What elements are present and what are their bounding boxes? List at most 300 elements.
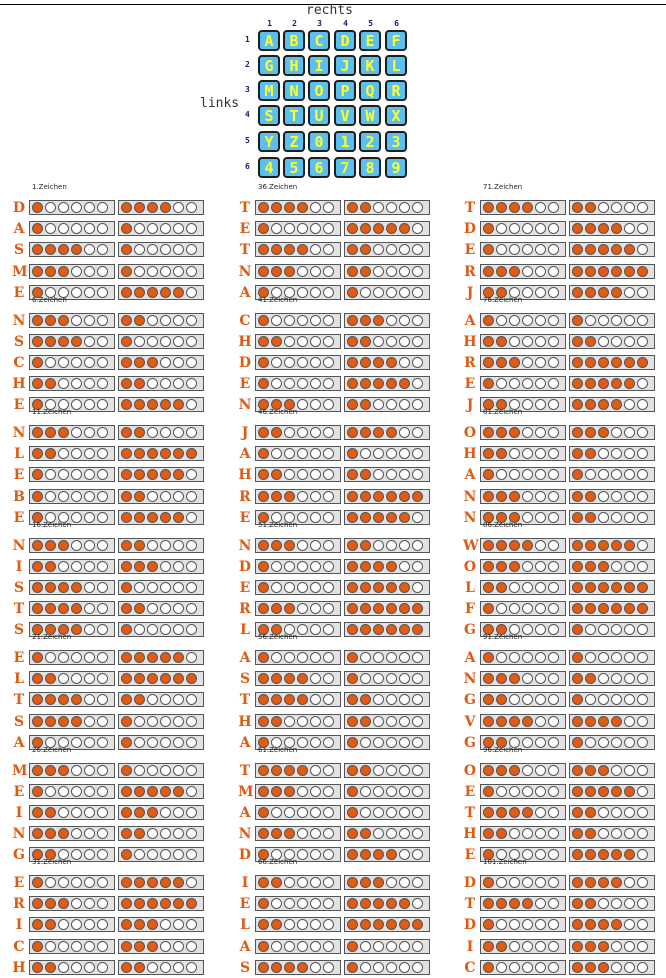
empty-dot: [386, 266, 397, 277]
empty-dot: [598, 898, 609, 909]
col-count-box: [344, 784, 430, 799]
filled-dot: [347, 582, 358, 593]
block-letter: B: [13, 488, 25, 505]
filled-dot: [32, 336, 43, 347]
grid-cell: 2: [359, 131, 381, 152]
empty-dot: [598, 469, 609, 480]
empty-dot: [548, 469, 559, 480]
row-count-box: [29, 264, 115, 279]
empty-dot: [134, 244, 145, 255]
block-letter: T: [239, 200, 251, 216]
col-count-box: [118, 446, 204, 461]
row-count-box: [255, 763, 341, 778]
empty-dot: [585, 737, 596, 748]
filled-dot: [611, 716, 622, 727]
empty-dot: [84, 962, 95, 973]
empty-dot: [186, 962, 197, 973]
empty-dot: [522, 287, 533, 298]
empty-dot: [297, 378, 308, 389]
empty-dot: [386, 694, 397, 705]
filled-dot: [347, 962, 358, 973]
filled-dot: [121, 652, 132, 663]
empty-dot: [535, 491, 546, 502]
empty-dot: [173, 849, 184, 860]
filled-dot: [360, 223, 371, 234]
filled-dot: [624, 540, 635, 551]
empty-dot: [84, 582, 95, 593]
empty-dot: [522, 561, 533, 572]
empty-dot: [186, 603, 197, 614]
filled-dot: [186, 673, 197, 684]
block-letter: N: [238, 397, 252, 414]
block-label: 71.Zeichen: [483, 183, 523, 191]
empty-dot: [509, 603, 520, 614]
grid-cell: 8: [359, 157, 381, 178]
empty-dot: [186, 378, 197, 389]
empty-dot: [624, 716, 635, 727]
empty-dot: [386, 716, 397, 727]
col-count-box: [569, 847, 655, 862]
empty-dot: [97, 603, 108, 614]
row-count-box: [480, 242, 566, 257]
filled-dot: [121, 582, 132, 593]
empty-dot: [360, 786, 371, 797]
empty-dot: [373, 786, 384, 797]
empty-dot: [637, 540, 648, 551]
empty-dot: [624, 512, 635, 523]
empty-dot: [84, 828, 95, 839]
row-count-box: [255, 538, 341, 553]
empty-dot: [535, 469, 546, 480]
empty-dot: [399, 807, 410, 818]
empty-dot: [173, 336, 184, 347]
empty-dot: [84, 427, 95, 438]
filled-dot: [598, 223, 609, 234]
filled-dot: [258, 765, 269, 776]
filled-dot: [572, 512, 583, 523]
empty-dot: [535, 448, 546, 459]
empty-dot: [97, 202, 108, 213]
empty-dot: [147, 244, 158, 255]
filled-dot: [509, 540, 520, 551]
filled-dot: [258, 716, 269, 727]
filled-dot: [147, 399, 158, 410]
filled-dot: [32, 716, 43, 727]
empty-dot: [509, 941, 520, 952]
row-count-box: [480, 826, 566, 841]
empty-dot: [399, 561, 410, 572]
filled-dot: [271, 603, 282, 614]
filled-dot: [496, 336, 507, 347]
col-count-box: [569, 489, 655, 504]
filled-dot: [121, 941, 132, 952]
col-count-box: [118, 313, 204, 328]
filled-dot: [271, 673, 282, 684]
filled-dot: [160, 673, 171, 684]
filled-dot: [121, 448, 132, 459]
empty-dot: [160, 427, 171, 438]
empty-dot: [173, 941, 184, 952]
filled-dot: [258, 427, 269, 438]
row-count-box: [255, 467, 341, 482]
filled-dot: [58, 694, 69, 705]
row-count-box: [480, 896, 566, 911]
row-count-box: [29, 313, 115, 328]
row-count-box: [255, 425, 341, 440]
filled-dot: [598, 919, 609, 930]
filled-dot: [386, 512, 397, 523]
filled-dot: [399, 378, 410, 389]
filled-dot: [58, 336, 69, 347]
grid-cell: A: [258, 30, 280, 51]
filled-dot: [134, 561, 145, 572]
empty-dot: [284, 378, 295, 389]
empty-dot: [496, 223, 507, 234]
empty-dot: [271, 561, 282, 572]
empty-dot: [323, 673, 334, 684]
empty-dot: [373, 962, 384, 973]
empty-dot: [71, 941, 82, 952]
empty-dot: [611, 561, 622, 572]
block-letter: I: [15, 804, 23, 821]
row-count-box: [29, 601, 115, 616]
empty-dot: [585, 469, 596, 480]
row-count-box: [255, 601, 341, 616]
empty-dot: [624, 898, 635, 909]
empty-dot: [323, 786, 334, 797]
empty-dot: [310, 807, 321, 818]
block-letter: N: [12, 425, 26, 441]
empty-dot: [548, 765, 559, 776]
grid-cell: Y: [258, 131, 280, 152]
empty-dot: [548, 716, 559, 727]
empty-dot: [186, 716, 197, 727]
row-count-box: [480, 334, 566, 349]
filled-dot: [386, 624, 397, 635]
filled-dot: [572, 287, 583, 298]
empty-dot: [160, 849, 171, 860]
filled-dot: [572, 582, 583, 593]
empty-dot: [160, 244, 171, 255]
empty-dot: [412, 266, 423, 277]
empty-dot: [71, 378, 82, 389]
empty-dot: [535, 315, 546, 326]
filled-dot: [360, 919, 371, 930]
filled-dot: [572, 828, 583, 839]
filled-dot: [271, 828, 282, 839]
empty-dot: [522, 582, 533, 593]
filled-dot: [585, 919, 596, 930]
block-letter: L: [14, 671, 24, 688]
block-letter: D: [238, 847, 252, 864]
row-count-box: [29, 425, 115, 440]
empty-dot: [412, 540, 423, 551]
row-count-box: [480, 692, 566, 707]
filled-dot: [585, 828, 596, 839]
empty-dot: [173, 716, 184, 727]
filled-dot: [347, 448, 358, 459]
filled-dot: [373, 849, 384, 860]
row-count-box: [255, 376, 341, 391]
filled-dot: [598, 941, 609, 952]
filled-dot: [347, 315, 358, 326]
filled-dot: [572, 716, 583, 727]
empty-dot: [297, 941, 308, 952]
col-count-box: [344, 200, 430, 215]
empty-dot: [412, 716, 423, 727]
empty-dot: [509, 378, 520, 389]
col-count-box: [569, 425, 655, 440]
empty-dot: [71, 540, 82, 551]
filled-dot: [32, 603, 43, 614]
empty-dot: [323, 716, 334, 727]
block-letter: E: [13, 509, 25, 526]
block-letter: J: [466, 397, 474, 414]
empty-dot: [412, 898, 423, 909]
block-letter: S: [13, 713, 25, 730]
filled-dot: [496, 561, 507, 572]
col-count-box: [344, 692, 430, 707]
empty-dot: [360, 448, 371, 459]
filled-dot: [186, 898, 197, 909]
empty-dot: [323, 357, 334, 368]
side-label: links: [200, 96, 240, 111]
empty-dot: [637, 652, 648, 663]
empty-dot: [399, 427, 410, 438]
empty-dot: [611, 962, 622, 973]
empty-dot: [310, 919, 321, 930]
block-letter: A: [464, 312, 476, 329]
row-count-box: [255, 489, 341, 504]
empty-dot: [45, 652, 56, 663]
empty-dot: [97, 469, 108, 480]
empty-dot: [323, 427, 334, 438]
empty-dot: [297, 287, 308, 298]
filled-dot: [121, 849, 132, 860]
filled-dot: [611, 582, 622, 593]
empty-dot: [147, 540, 158, 551]
row-count-box: [480, 264, 566, 279]
empty-dot: [412, 941, 423, 952]
empty-dot: [373, 941, 384, 952]
empty-dot: [97, 652, 108, 663]
filled-dot: [483, 336, 494, 347]
empty-dot: [611, 765, 622, 776]
empty-dot: [624, 491, 635, 502]
empty-dot: [173, 603, 184, 614]
filled-dot: [258, 448, 269, 459]
filled-dot: [483, 919, 494, 930]
empty-dot: [624, 202, 635, 213]
empty-dot: [84, 561, 95, 572]
block-letter: T: [464, 200, 476, 216]
col-count-box: [569, 313, 655, 328]
grid-cell: V: [334, 105, 356, 126]
empty-dot: [84, 469, 95, 480]
empty-dot: [271, 378, 282, 389]
empty-dot: [284, 919, 295, 930]
col-count-box: [344, 939, 430, 954]
filled-dot: [258, 244, 269, 255]
empty-dot: [522, 357, 533, 368]
col-count-box: [344, 896, 430, 911]
filled-dot: [58, 582, 69, 593]
filled-dot: [611, 244, 622, 255]
block-label: 26.Zeichen: [32, 745, 72, 754]
empty-dot: [58, 652, 69, 663]
col-count-box: [118, 601, 204, 616]
block-letter: A: [239, 650, 251, 666]
empty-dot: [386, 399, 397, 410]
col-count-box: [118, 510, 204, 525]
filled-dot: [134, 512, 145, 523]
filled-dot: [258, 202, 269, 213]
block-label: 101.Zeichen: [483, 858, 527, 866]
filled-dot: [572, 357, 583, 368]
filled-dot: [585, 223, 596, 234]
block-letter: E: [239, 896, 251, 913]
empty-dot: [297, 582, 308, 593]
row-count-box: [480, 763, 566, 778]
empty-dot: [522, 941, 533, 952]
empty-dot: [412, 202, 423, 213]
block-letter: N: [238, 263, 252, 280]
grid-col-number: 6: [394, 19, 399, 28]
grid-row-number: 5: [245, 136, 250, 145]
empty-dot: [297, 807, 308, 818]
grid-row-number: 4: [245, 110, 250, 119]
col-count-box: [344, 510, 430, 525]
filled-dot: [637, 603, 648, 614]
row-count-box: [480, 221, 566, 236]
block-letter: E: [464, 783, 476, 800]
empty-dot: [548, 877, 559, 888]
block-letter: O: [463, 425, 477, 441]
empty-dot: [412, 652, 423, 663]
filled-dot: [32, 427, 43, 438]
empty-dot: [535, 786, 546, 797]
empty-dot: [399, 287, 410, 298]
filled-dot: [297, 765, 308, 776]
grid-cell: C: [308, 30, 330, 51]
filled-dot: [347, 652, 358, 663]
empty-dot: [386, 786, 397, 797]
empty-dot: [58, 786, 69, 797]
filled-dot: [258, 828, 269, 839]
empty-dot: [522, 603, 533, 614]
block-label: 51.Zeichen: [258, 520, 298, 529]
empty-dot: [147, 378, 158, 389]
empty-dot: [297, 737, 308, 748]
grid-cell: 0: [308, 131, 330, 152]
row-count-box: [255, 221, 341, 236]
filled-dot: [271, 202, 282, 213]
empty-dot: [373, 652, 384, 663]
row-count-box: [480, 376, 566, 391]
col-count-box: [118, 221, 204, 236]
block-label: 66.Zeichen: [258, 858, 298, 866]
empty-dot: [522, 652, 533, 663]
block-letter: H: [238, 333, 252, 350]
empty-dot: [284, 469, 295, 480]
empty-dot: [412, 287, 423, 298]
filled-dot: [347, 828, 358, 839]
empty-dot: [399, 202, 410, 213]
filled-dot: [134, 540, 145, 551]
filled-dot: [585, 448, 596, 459]
filled-dot: [347, 561, 358, 572]
empty-dot: [611, 898, 622, 909]
empty-dot: [71, 877, 82, 888]
empty-dot: [173, 765, 184, 776]
empty-dot: [186, 919, 197, 930]
col-count-box: [118, 714, 204, 729]
empty-dot: [386, 962, 397, 973]
filled-dot: [284, 962, 295, 973]
empty-dot: [522, 491, 533, 502]
filled-dot: [585, 378, 596, 389]
empty-dot: [84, 399, 95, 410]
empty-dot: [71, 469, 82, 480]
block-label: 41.Zeichen: [258, 295, 298, 304]
empty-dot: [310, 765, 321, 776]
row-count-box: [29, 334, 115, 349]
row-count-box: [255, 446, 341, 461]
empty-dot: [84, 877, 95, 888]
empty-dot: [58, 491, 69, 502]
filled-dot: [32, 244, 43, 255]
filled-dot: [483, 266, 494, 277]
col-count-box: [118, 622, 204, 637]
empty-dot: [548, 399, 559, 410]
empty-dot: [284, 336, 295, 347]
filled-dot: [32, 828, 43, 839]
filled-dot: [32, 941, 43, 952]
empty-dot: [173, 266, 184, 277]
block-letter: J: [241, 425, 249, 441]
filled-dot: [32, 378, 43, 389]
empty-dot: [160, 962, 171, 973]
empty-dot: [84, 624, 95, 635]
filled-dot: [45, 919, 56, 930]
grid-cell: E: [359, 30, 381, 51]
filled-dot: [373, 223, 384, 234]
filled-dot: [258, 540, 269, 551]
empty-dot: [297, 828, 308, 839]
empty-dot: [84, 807, 95, 818]
empty-dot: [373, 765, 384, 776]
empty-dot: [624, 807, 635, 818]
filled-dot: [347, 336, 358, 347]
empty-dot: [284, 223, 295, 234]
empty-dot: [412, 448, 423, 459]
empty-dot: [58, 877, 69, 888]
empty-dot: [548, 919, 559, 930]
filled-dot: [173, 512, 184, 523]
filled-dot: [412, 624, 423, 635]
empty-dot: [386, 765, 397, 776]
grid-cell: 5: [283, 157, 305, 178]
empty-dot: [310, 202, 321, 213]
col-count-box: [344, 313, 430, 328]
empty-dot: [97, 561, 108, 572]
col-count-box: [569, 397, 655, 412]
empty-dot: [509, 582, 520, 593]
empty-dot: [134, 716, 145, 727]
empty-dot: [297, 849, 308, 860]
filled-dot: [509, 765, 520, 776]
filled-dot: [284, 765, 295, 776]
